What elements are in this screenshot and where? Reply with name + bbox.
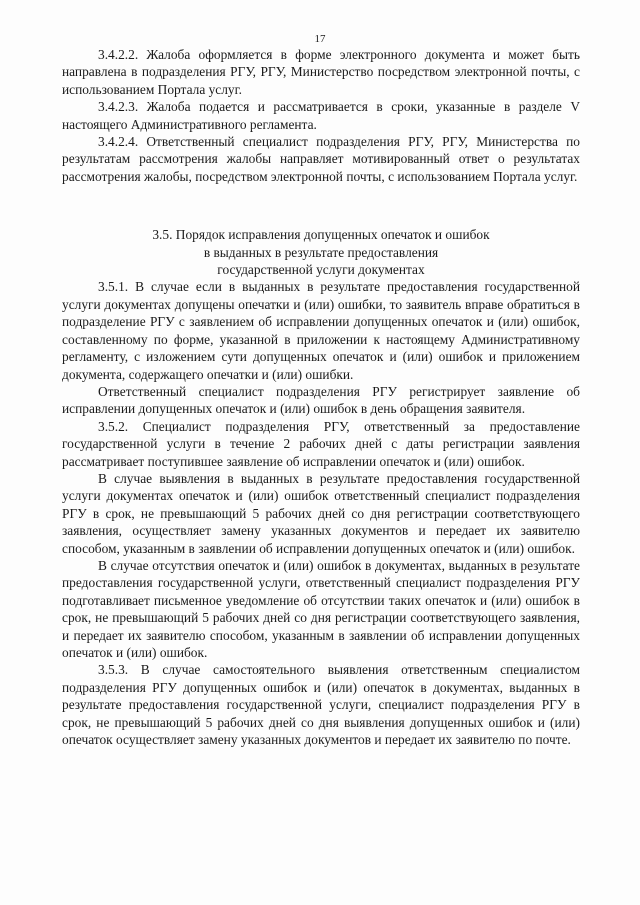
paragraph-3-4-2-2: 3.4.2.2. Жалоба оформляется в форме электронного документа и может быть направлена в подразделения РГУ, РГУ, Министерство посредством электронной почты, с использованием Портала услуг. [62, 47, 580, 97]
paragraph-3-5-3: 3.5.3. В случае самостоятельного выявления ответственным специалистом подразделения РГУ допущенных ошибок и (или) опечаток в документах, выданных в результате предоставления государственной услуги, специалист подразделения РГУ в срок, не превышающий 5 рабочих дней со дня выявления допущенных ошибок и (или) опечаток осуществляет замену указанных документов и передает их заявителю по почте. [62, 662, 580, 748]
paragraph-errors-found: В случае выявления в выданных в результате предоставления государственной услуги документах опечаток и (или) ошибок ответственный специалист подразделения РГУ в срок, не превышающий 5 рабочих дней со дня регистрации соответствующего заявления, осуществляет замену указанных документов и передает их заявителю способом, указанным в заявлении об исправлении допущенных опечаток и (или) ошибок. [62, 470, 580, 556]
section-heading [62, 226, 580, 278]
paragraph-3-4-2-4: 3.4.2.4. Ответственный специалист подразделения РГУ, РГУ, Министерства по результатам рассмотрения жалобы направляет мотивированный ответ о результатах рассмотрения жалобы, посредством электронной почты, с использованием Портала услуг. [62, 134, 580, 184]
section-heading-line-3: государственной услуги документах [217, 262, 425, 278]
document-body [62, 46, 580, 748]
paragraph-3-5-2: 3.5.2. Специалист подразделения РГУ, ответственный за предоставление государственной услуги в течение 2 рабочих дней с даты регистрации заявления рассматривает поступившее заявление об исправлении опечаток и (или) ошибок. [62, 418, 580, 469]
paragraph-registration: Ответственный специалист подразделения РГУ регистрирует заявление об исправлении допущенных опечаток и (или) ошибок в день обращения заявителя. [62, 383, 580, 417]
section-heading-line-2: в выданных в результате предоставления [203, 244, 439, 260]
page-number: 17 [314, 33, 326, 45]
paragraph-3-5-1: 3.5.1. В случае если в выданных в результате предоставления государственной услуги документах допущены опечатки и (или) ошибки, то заявитель вправе обратиться в подразделение РГУ с заявлением об исправлении допущенных опечаток и (или) ошибок, составленному по форме, указанной в приложении к настоящему Административному регламенту, с изложением сути допущенных опечаток и (или) ошибок и приложением документа, содержащего опечатки и (или) ошибки. [62, 279, 580, 382]
paragraph-3-4-2-3: 3.4.2.3. Жалоба подается и рассматривается в сроки, указанные в разделе V настоящего Административного регламента. [62, 99, 580, 132]
section-heading-line-1: 3.5. Порядок исправления допущенных опечаток и ошибок [152, 227, 490, 243]
paragraph-no-errors: В случае отсутствия опечаток и (или) ошибок в документах, выданных в результате предоставления государственной услуги, ответственный специалист подразделения РГУ подготавливает письменное уведомление об отсутствии таких опечаток и (или) ошибок в срок, не превышающий 5 рабочих дней со дня регистрации соответствующего заявления, и передает их заявителю способом, указанным в заявлении об исправлении допущенных опечаток и (или) ошибок. [62, 557, 580, 660]
